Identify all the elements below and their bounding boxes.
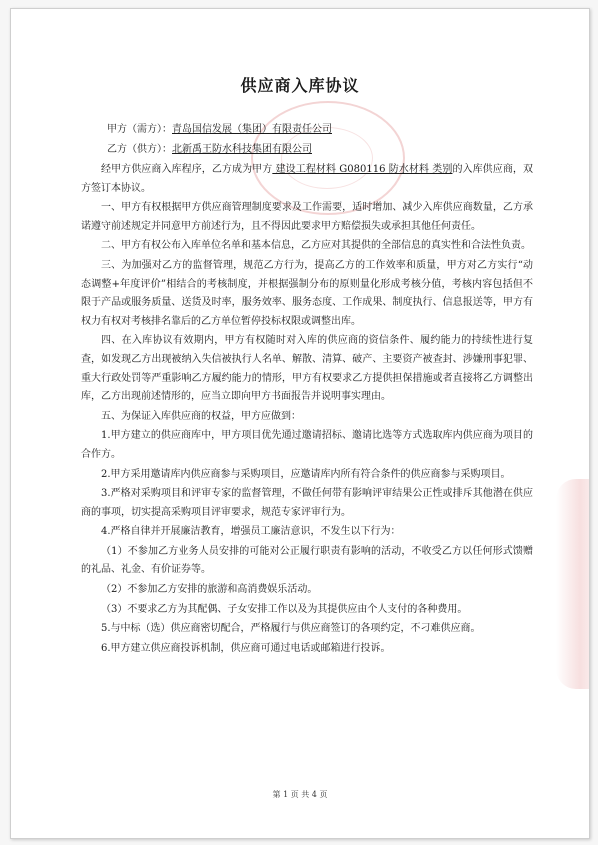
party-b-label: 乙方（供方）： [107, 144, 172, 155]
document-title: 供应商入库协议 [240, 76, 360, 95]
sub-item-1: （1）不参加乙方业务人员安排的可能对公正履行职责有影响的活动，不收受乙方以任何形式馈赠的礼品、礼金、有价证券等。 [81, 545, 533, 576]
item-2: 2.甲方采用邀请库内供应商参与采购项目，应邀请库内所有符合条件的供应商参与采购项目。 [101, 468, 511, 480]
clause-3: 三、为加强对乙方的监督管理，规范乙方行为，提高乙方的工作效率和质量，甲方对乙方实行“动态调整+年度评价”相结合的考核制度，并根据强制分布的原则量化形成考核分值，考核内容包括但不限于产品或服务质量、送货及时率，服务效率、服务态度、工作成果、制度执行、信息报送等，甲方有权力有权对考核排名靠后的乙方单位暂停投标权限或调整出库。 [81, 259, 533, 327]
party-b-line [107, 143, 312, 157]
intro-pre: 经甲方供应商入库程序，乙方成为甲方 [101, 164, 273, 175]
intro-paragraph [81, 161, 533, 198]
sub-item-3: （3）不要求乙方为其配偶、子女安排工作以及为其提供应由个人支付的各种费用。 [101, 603, 468, 615]
clause-1: 一、甲方有权根据甲方供应商管理制度要求及工作需要，适时增加、减少入库供应商数量，乙方承诺遵守前述规定并同意甲方前述行为，且不得因此要求甲方赔偿损失或承担其他任何责任。 [81, 202, 533, 232]
clause-5: 五、为保证入库供应商的权益，甲方应做到： [101, 410, 301, 422]
item-5: 5.与中标（选）供应商密切配合，严格履行与供应商签订的各项约定，不刁难供应商。 [101, 623, 481, 635]
item-1: 1.甲方建立的供应商库中，甲方项目优先通过邀请招标、邀请比选等方式选取库内供应商为项目的合作方。 [81, 430, 533, 460]
party-b-name: 北新禹王防水科技集团有限公司 [172, 144, 312, 155]
party-a-name: 青岛国信发展（集团）有限责任公司 [172, 124, 332, 135]
clause-4: 四、在入库协议有效期内，甲方有权随时对入库的供应商的资信条件、履约能力的持续性进行复查，如发现乙方出现被纳入失信被执行人名单、解散、清算、破产、主要资产被查封、涉嫌刑事犯罪、重大行政处罚等严重影响乙方履约能力的情形，甲方有权要求乙方提供担保措施或者直接将乙方调整出库，乙方出现前述情形的，应当立即向甲方书面报告并说明事实理由。 [81, 335, 533, 403]
item-3: 3.严格对采购项目和评审专家的监督管理，不做任何带有影响评审结果公正性或排斥其他潜在供应商的事项，切实提高采购项目评审要求，规范专家评审行为。 [81, 488, 533, 518]
agreement-body [81, 161, 533, 658]
document-page [10, 8, 590, 839]
party-a-label: 甲方（需方）： [107, 124, 172, 135]
intro-post: 的入库供应商，双方签订本协议。 [81, 164, 533, 194]
page-footer: 第 1 页 共 4 页 [272, 790, 328, 799]
sub-item-2: （2）不参加乙方安排的旅游和高消费娱乐活动。 [101, 584, 318, 596]
item-6: 6.甲方建立供应商投诉机制，供应商可通过电话或邮箱进行投诉。 [101, 642, 391, 654]
item-4: 4.严格自律并开展廉洁教育，增强员工廉洁意识，不发生以下行为： [101, 526, 401, 538]
clause-2: 二、甲方有权公布入库单位名单和基本信息，乙方应对其提供的全部信息的真实性和合法性负责。 [101, 240, 531, 252]
seam-stamp [556, 479, 590, 689]
intro-category: 建设工程材料 G080116 防水材料 类别 [272, 164, 453, 175]
party-a-line [107, 123, 332, 137]
